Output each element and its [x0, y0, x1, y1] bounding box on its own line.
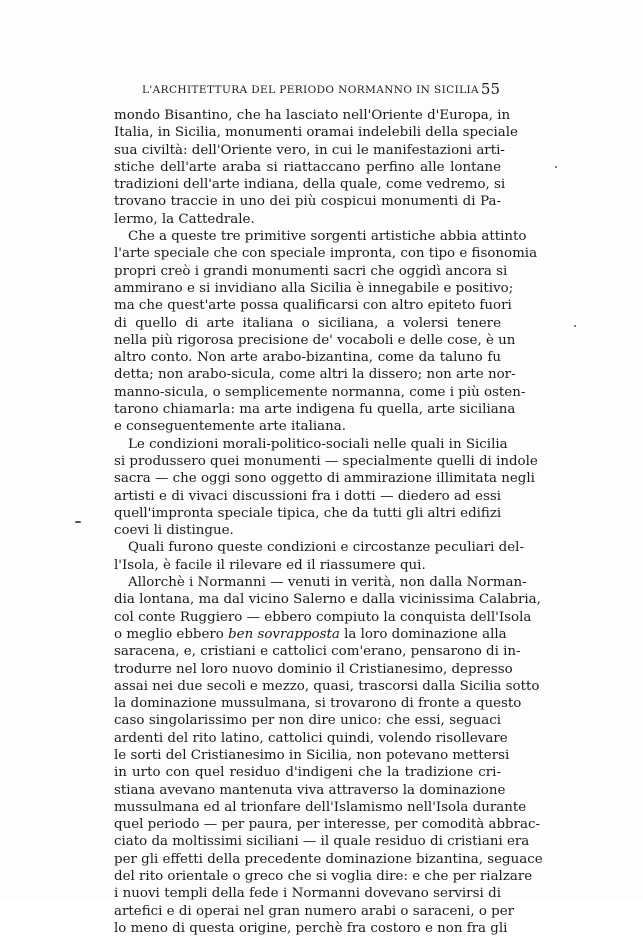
text-line: altro conto. Non arte arabo-bizantina, come da taluno fu [114, 350, 501, 366]
text-line: trodurre nel loro nuovo dominio il Cristianesimo, depresso [114, 661, 513, 677]
text-line: l'Isola, è facile il rilevare ed il riassumere qui. [114, 557, 426, 573]
text-line: coevi li distingue. [114, 523, 234, 539]
text-line: quel periodo — per paura, per interesse, per comodità abbrac- [114, 817, 541, 833]
text-line: manno-sicula, o semplicemente normanna, come i più osten- [114, 384, 526, 400]
text-line: in urto con quel residuo d'indigeni che la tradizione cri- [114, 765, 501, 781]
emphasized-phrase: ben sovrapposta [228, 626, 340, 642]
text-line: ardenti del rito latino, cattolici quindi, volendo risollevare [114, 730, 508, 746]
text-line: del rito orientale o greco che si voglia dire: e che per rialzare [114, 869, 533, 885]
text-line: artisti e di vivaci discussioni fra i dotti — diedero ad essi [114, 488, 501, 504]
text-line: lo meno di questa origine, perchè fra costoro e non fra gli [114, 920, 508, 936]
paper-speck [574, 325, 576, 327]
body-text [114, 107, 543, 937]
text-line: Quali furono queste condizioni e circostanze peculiari del- [128, 540, 524, 556]
running-title: L'ARCHITETTURA DEL PERIODO NORMANNO IN SICILIA [142, 84, 480, 96]
text-line: artefici e di operai nel gran numero arabi o saraceni, o per [114, 903, 515, 919]
text-line: dia lontana, ma dal vicino Salerno e dalla vicinissima Calabria, [114, 592, 541, 608]
text-line: sua civiltà: dell'Oriente vero, in cui le manifestazioni arti- [114, 142, 505, 158]
text-line: nella più rigorosa precisione de' vocaboli e delle cose, è un [114, 332, 516, 348]
text-line: stiana avevano mantenuta viva attraverso la dominazione [114, 782, 506, 798]
text-line: l'arte speciale che con speciale impronta, con tipo e fisonomia [114, 246, 538, 262]
paper-speck [75, 521, 81, 523]
text-line: detta; non arabo-sicula, come altri la dissero; non arte nor- [114, 367, 516, 383]
text-line: per gli effetti della precedente dominazione bizantina, seguace [114, 851, 543, 867]
text-line: e conseguentemente arte italiana. [114, 419, 347, 435]
text-line: Italia, in Sicilia, monumenti oramai indelebili della speciale [114, 125, 518, 141]
text-line: mussulmana ed al trionfare dell'Islamismo nell'Isola durante [114, 799, 527, 815]
page-number: 55 [480, 80, 500, 98]
text-line: o meglio ebbero ben sovrapposta la loro dominazione alla [114, 626, 507, 642]
text-line: Le condizioni morali-politico-sociali nelle quali in Sicilia [128, 436, 508, 452]
text-line: sacra — che oggi sono oggetto di ammirazione illimitata negli [114, 471, 535, 487]
paper-speck [555, 166, 557, 168]
text-line: i nuovi templi della fede i Normanni dovevano servirsi di [114, 886, 501, 902]
text-line: Allorchè i Normanni — venuti in verità, non dalla Norman- [128, 575, 527, 591]
text-line: le sorti del Cristianesimo in Sicilia, non potevano mettersi [114, 747, 510, 763]
text-line: saracena, e, cristiani e cattolici com'erano, pensarono di in- [114, 644, 521, 660]
text-line: assai nei due secoli e mezzo, quasi, trascorsi dalla Sicilia sotto [114, 678, 540, 694]
text-line: caso singolarissimo per non dire unico: che essi, seguaci [114, 713, 501, 729]
text-line: col conte Ruggiero — ebbero compiuto la conquista dell'Isola [114, 609, 532, 625]
text-line: ciato da moltissimi siciliani — il quale residuo di cristiani era [114, 834, 530, 850]
text-line: di quello di arte italiana o siciliana, a volersi tenere [114, 315, 501, 331]
text-line: si produssero quei monumenti — specialmente quelli di indole [114, 453, 538, 469]
text-line: la dominazione mussulmana, si trovarono di fronte a questo [114, 696, 522, 712]
text-line: ma che quest'arte possa qualificarsi con altro epiteto fuori [114, 298, 512, 314]
text-line: quell'impronta speciale tipica, che da tutti gli altri edifizi [114, 505, 502, 521]
text-line: mondo Bisantino, che ha lasciato nell'Oriente d'Europa, in [114, 108, 511, 123]
text-line: ammirano e si invidiano alla Sicilia è innegabile e positivo; [114, 280, 514, 296]
text-line: trovano traccie in uno dei più cospicui monumenti di Pa- [114, 194, 501, 210]
text-line: tradizioni dell'arte indiana, della quale, come vedremo, si [114, 177, 506, 193]
running-head [116, 80, 500, 102]
text-line: propri creò i grandi monumenti sacri che oggidì ancora si [114, 263, 508, 279]
text-line: tarono chiamarla: ma arte indigena fu quella, arte siciliana [114, 402, 516, 418]
text-line: lermo, la Cattedrale. [114, 211, 255, 227]
text-line: stiche dell'arte araba si riattaccano perfino alle lontane [114, 159, 501, 175]
text-line: Che a queste tre primitive sorgenti artistiche abbia attinto [128, 229, 527, 245]
